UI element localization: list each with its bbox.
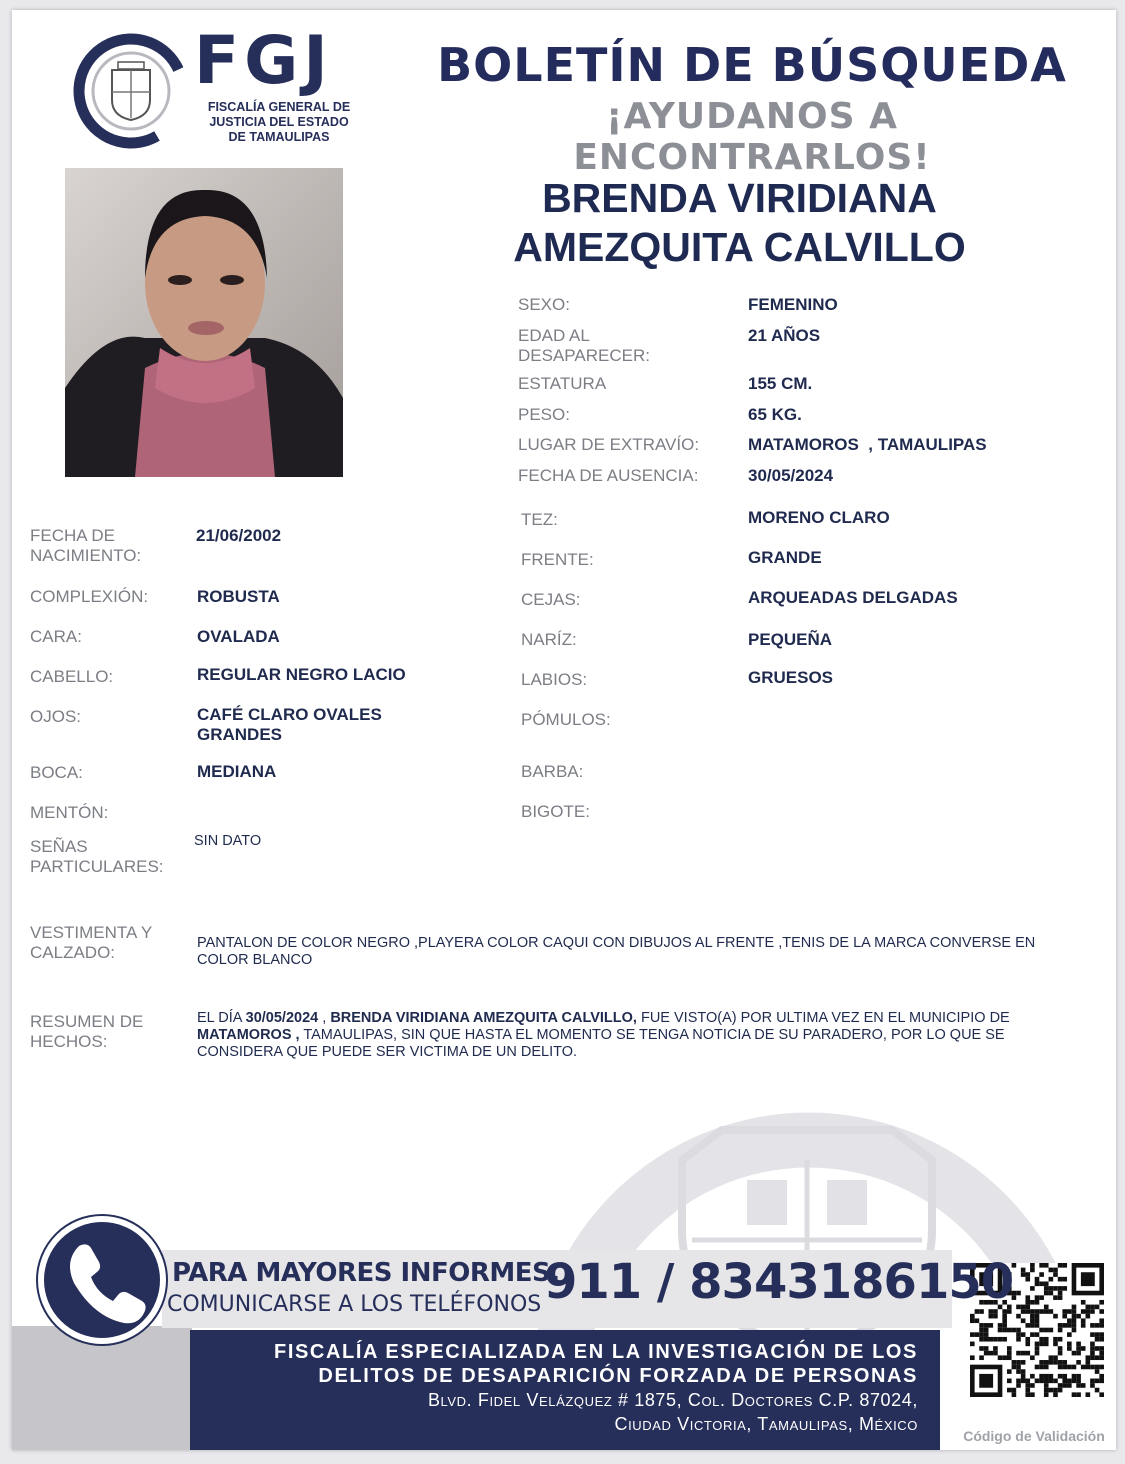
- nose-value: PEQUEÑA: [748, 630, 833, 649]
- agency-line: DELITOS DE DESAPARICIÓN FORZADA DE PERSONAS: [318, 1365, 918, 1387]
- agency-line: FISCALÍA ESPECIALIZADA EN LA INVESTIGACIÓN DE LOS: [274, 1341, 918, 1363]
- person-name: [467, 174, 1012, 272]
- marks-value: SIN DATO: [194, 833, 262, 849]
- bulletin-subtitle: ¡AYUDANOS A ENCONTRARLOS!: [573, 96, 931, 178]
- mustache-label: BIGOTE:: [521, 802, 590, 821]
- cheekbones-label: PÓMULOS:: [521, 710, 611, 729]
- summary-name: BRENDA VIRIDIANA AMEZQUITA CALVILLO,: [330, 1010, 637, 1026]
- footer-gray-bar: [12, 1326, 192, 1450]
- skin-label: TEZ:: [521, 510, 558, 529]
- hair-value: REGULAR NEGRO LACIO: [197, 665, 406, 684]
- sex-value: FEMENINO: [748, 295, 838, 314]
- name-line: AMEZQUITA CALVILLO: [513, 224, 966, 270]
- face-label: CARA:: [30, 627, 82, 646]
- place-label: LUGAR DE EXTRAVÍO:: [518, 435, 700, 454]
- eyes-label: OJOS:: [30, 707, 82, 726]
- address-line: Ciudad Victoria, Tamaulipas, México: [614, 1414, 918, 1434]
- height-label: ESTATURA: [518, 374, 607, 393]
- logo-subtitle-line: DE TAMAULIPAS: [228, 130, 330, 144]
- place-value: MATAMOROS , TAMAULIPAS: [748, 435, 987, 454]
- logo-subtitle-line: FISCALÍA GENERAL DE: [207, 100, 351, 114]
- fgj-logo-subtitle: [194, 100, 364, 145]
- eyebrows-label: CEJAS:: [521, 590, 581, 609]
- fgj-logo-text: FGJ: [194, 22, 333, 99]
- validation-label: Código de Validación: [963, 1428, 1105, 1444]
- summary-part: FUE VISTO(A) POR ULTIMA VEZ EN EL MUNICIPIO DE: [636, 1010, 1010, 1026]
- clothing-value: PANTALON DE COLOR NEGRO ,PLAYERA COLOR CAQUI CON DIBUJOS AL FRENTE ,TENIS DE LA MARCA CONVERSE EN COLOR BLANCO: [197, 935, 1036, 968]
- search-bulletin: [12, 10, 1116, 1450]
- birthdate-label: FECHA DE NACIMIENTO:: [30, 526, 142, 565]
- logo-subtitle-line: JUSTICIA DEL ESTADO: [209, 115, 349, 129]
- nose-label: NARÍZ:: [521, 630, 577, 649]
- phone-circle: [38, 1216, 166, 1344]
- summary-part: TAMAULIPAS, SIN QUE HASTA EL MOMENTO SE TENGA NOTICIA DE SU PARADERO, POR LO QUE SE CONSIDERA QUE PUEDE SER VICTIMA DE UN DELITO.: [197, 1027, 1005, 1060]
- beard-label: BARBA:: [521, 762, 584, 781]
- height-value: 155 CM.: [748, 374, 813, 393]
- agency-address: [190, 1388, 918, 1436]
- sex-label: SEXO:: [518, 295, 570, 314]
- summary-date: 30/05/2024: [245, 1010, 319, 1026]
- address-line: Blvd. Fidel Velázquez # 1875, Col. Doctores C.P. 87024,: [427, 1390, 918, 1410]
- skin-value: MORENO CLARO: [748, 508, 890, 527]
- absence-date-label: FECHA DE AUSENCIA:: [518, 466, 699, 485]
- marks-label: SEÑAS PARTICULARES:: [30, 837, 164, 876]
- lips-label: LABIOS:: [521, 670, 588, 689]
- eyes-value: CAFÉ CLARO OVALES GRANDES: [197, 705, 382, 744]
- name-line: BRENDA VIRIDIANA: [542, 175, 937, 221]
- bulletin-title: BOLETÍN DE BÚSQUEDA: [437, 38, 1067, 92]
- clothing-label: VESTIMENTA Y CALZADO:: [30, 923, 152, 962]
- coat-of-arms-icon: [112, 62, 150, 120]
- mouth-label: BOCA:: [30, 763, 83, 782]
- absence-date-value: 30/05/2024: [748, 466, 834, 485]
- build-label: COMPLEXIÓN:: [30, 587, 149, 606]
- chin-label: MENTÓN:: [30, 803, 109, 822]
- face-value: OVALADA: [197, 627, 280, 646]
- mouth-value: MEDIANA: [197, 762, 277, 781]
- summary-part: EL DÍA: [197, 1010, 246, 1026]
- age-label: EDAD AL DESAPARECER:: [518, 326, 650, 365]
- missing-person-photo: [65, 168, 343, 477]
- build-value: ROBUSTA: [197, 587, 280, 606]
- weight-value: 65 KG.: [748, 405, 802, 424]
- summary-part: ,: [318, 1010, 331, 1026]
- summary-label: RESUMEN DE HECHOS:: [30, 1012, 144, 1051]
- lips-value: GRUESOS: [748, 668, 834, 687]
- info-line-2: COMUNICARSE A LOS TELÉFONOS: [167, 1292, 542, 1317]
- summary-text: [197, 1010, 1057, 1061]
- forehead-label: FRENTE:: [521, 550, 594, 569]
- phone-number[interactable]: 911 / 8343186150: [544, 1254, 1014, 1310]
- phone-handset-icon: [44, 1222, 160, 1338]
- hair-label: CABELLO:: [30, 667, 114, 686]
- summary-city: MATAMOROS ,: [197, 1027, 300, 1043]
- info-line-1: PARA MAYORES INFORMES,: [172, 1258, 560, 1288]
- birthdate-value: 21/06/2002: [196, 526, 282, 545]
- forehead-value: GRANDE: [748, 548, 822, 567]
- weight-label: PESO:: [518, 405, 570, 424]
- fgj-logo-ring: [68, 28, 194, 154]
- eyebrows-value: ARQUEADAS DELGADAS: [748, 588, 958, 607]
- agency-name: [190, 1340, 918, 1388]
- age-value: 21 AÑOS: [748, 326, 821, 345]
